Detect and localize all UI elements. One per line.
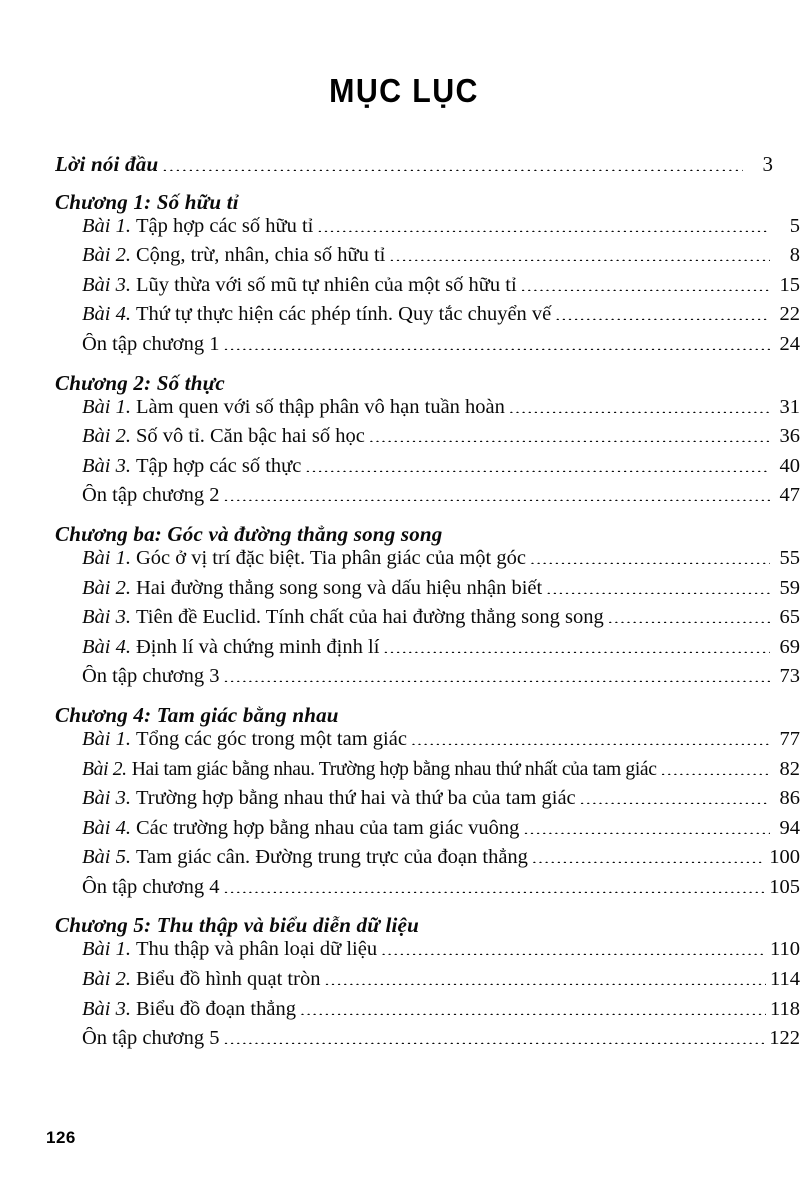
dot-leader	[305, 456, 770, 472]
toc-entry-number: Bài 1.	[82, 395, 131, 418]
toc-entry-number: Bài 3.	[82, 273, 131, 296]
toc-entry-row[interactable]	[55, 547, 800, 577]
dot-leader	[162, 155, 743, 171]
toc-page-number: 110	[770, 938, 800, 961]
toc-entry-row[interactable]	[55, 758, 800, 788]
toc-entry-title: Ôn tập chương 3	[82, 665, 220, 688]
toc-entry-title: Tiên đề Euclid. Tính chất của hai đường thẳng song song	[135, 606, 604, 629]
toc-entry-title: Hai tam giác bằng nhau. Trường hợp bằng nhau thứ nhất của tam giác	[131, 758, 657, 780]
toc-entry-row[interactable]	[55, 968, 800, 998]
toc-entry-number: Bài 1.	[82, 727, 131, 750]
toc-entry-title: Ôn tập chương 4	[82, 875, 220, 898]
toc-entry-number: Bài 4.	[82, 816, 131, 839]
toc-entry-row[interactable]	[55, 215, 800, 245]
page-folio-number: 126	[46, 1128, 76, 1147]
toc-page-number: 55	[779, 546, 800, 569]
dot-leader	[580, 788, 770, 804]
dot-leader	[300, 999, 766, 1015]
toc-page-number: 36	[779, 425, 800, 448]
toc-entry-number: Bài 2.	[82, 576, 131, 599]
toc-page-number: 114	[770, 968, 800, 991]
toc-page-number: 3	[762, 152, 773, 176]
toc-entry-title: Biểu đồ hình quạt tròn	[135, 968, 321, 991]
toc-entry-row[interactable]	[55, 846, 800, 876]
page-title: MỤC LỤC	[329, 72, 479, 109]
toc-entry-title: Hai đường thẳng song song và dấu hiệu nhận biết	[135, 576, 543, 599]
toc-entry-number: Bài 1.	[82, 214, 131, 237]
toc-entry-title: Lũy thừa với số mũ tự nhiên của một số hữu tỉ	[135, 273, 517, 296]
toc-entry-row[interactable]	[55, 665, 800, 695]
toc-entry-title: Trường hợp bằng nhau thứ hai và thứ ba của tam giác	[135, 787, 576, 810]
toc-entry-number: Bài 2.	[82, 244, 131, 267]
toc-page-number: 100	[769, 846, 800, 869]
dot-leader	[324, 969, 766, 985]
toc-list	[55, 152, 800, 1057]
toc-entry-row[interactable]	[55, 728, 800, 758]
dot-leader	[389, 245, 770, 261]
toc-chapter-heading: Chương 1: Số hữu tỉ	[55, 189, 239, 214]
toc-entry-title: Thu thập và phân loại dữ liệu	[135, 938, 378, 961]
dot-leader	[530, 548, 770, 564]
dot-leader	[532, 847, 765, 863]
toc-entry-number: Bài 2.	[82, 968, 131, 991]
toc-entry-row[interactable]	[55, 333, 800, 363]
toc-page-number: 31	[779, 395, 800, 418]
toc-page-number: 15	[779, 273, 800, 296]
dot-leader	[661, 759, 770, 775]
toc-entry-row[interactable]	[55, 1027, 800, 1057]
toc-entry-row[interactable]	[55, 998, 800, 1028]
toc-entry-number: Bài 4.	[82, 635, 131, 658]
toc-chapter-heading-row[interactable]	[55, 905, 773, 938]
dot-leader	[224, 666, 770, 682]
toc-page-number: 22	[779, 303, 800, 326]
toc-chapter-heading-row[interactable]	[55, 182, 773, 215]
toc-entry-row[interactable]	[55, 577, 800, 607]
toc-front-matter-row[interactable]	[55, 152, 773, 182]
toc-entry-title: Góc ở vị trí đặc biệt. Tia phân giác của một góc	[135, 546, 526, 569]
toc-entry-row[interactable]	[55, 787, 800, 817]
toc-entry-title: Thứ tự thực hiện các phép tính. Quy tắc chuyển vế	[135, 303, 552, 326]
toc-entry-number: Bài 4.	[82, 303, 131, 326]
toc-entry-title: Biểu đồ đoạn thẳng	[135, 997, 296, 1020]
toc-entry-title: Các trường hợp bằng nhau của tam giác vuông	[135, 816, 520, 839]
toc-page-number: 94	[779, 816, 800, 839]
toc-page-number: 77	[779, 727, 800, 750]
toc-entry-title: Số vô tỉ. Căn bậc hai số học	[135, 425, 365, 448]
dot-leader	[381, 939, 766, 955]
toc-entry-title: Ôn tập chương 1	[82, 332, 220, 355]
toc-entry-title: Định lí và chứng minh định lí	[135, 635, 380, 658]
toc-page-number: 82	[779, 757, 800, 780]
toc-entry-number: Bài 3.	[82, 454, 131, 477]
toc-chapter-heading: Chương 4: Tam giác bằng nhau	[55, 702, 339, 727]
toc-page-number: 24	[779, 332, 800, 355]
toc-page-number: 69	[779, 635, 800, 658]
toc-entry-number: Bài 5.	[82, 846, 131, 869]
toc-page-number: 5	[789, 214, 800, 237]
dot-leader	[224, 334, 770, 350]
toc-chapter-heading: Chương 2: Số thực	[55, 370, 225, 395]
toc-entry-row[interactable]	[55, 606, 800, 636]
dot-leader	[383, 637, 770, 653]
dot-leader	[523, 818, 770, 834]
toc-entry-row[interactable]	[55, 396, 800, 426]
toc-entry-row[interactable]	[55, 636, 800, 666]
dot-leader	[369, 426, 770, 442]
dot-leader	[509, 397, 770, 413]
toc-front-matter-label: Lời nói đầu	[55, 152, 159, 176]
toc-entry-number: Bài 3.	[82, 787, 131, 810]
toc-entry-number: Bài 3.	[82, 606, 131, 629]
toc-page-number: 8	[789, 244, 800, 267]
toc-entry-row[interactable]	[55, 484, 800, 514]
toc-entry-row[interactable]	[55, 817, 800, 847]
dot-leader	[608, 607, 770, 623]
toc-chapter-heading: Chương 5: Thu thập và biểu diễn dữ liệu	[55, 913, 419, 938]
toc-page-number: 40	[779, 454, 800, 477]
toc-entry-row[interactable]	[55, 938, 800, 968]
toc-entry-number: Bài 3.	[82, 997, 131, 1020]
toc-entry-title: Tam giác cân. Đường trung trực của đoạn thẳng	[135, 846, 528, 869]
toc-page-number: 65	[779, 606, 800, 629]
toc-chapter-heading: Chương ba: Góc và đường thẳng song song	[55, 521, 443, 546]
dot-leader	[317, 216, 770, 232]
toc-page-number: 86	[779, 787, 800, 810]
toc-entry-title: Tập hợp các số thực	[135, 454, 302, 477]
toc-page-number: 118	[770, 997, 800, 1020]
toc-entry-title: Ôn tập chương 5	[82, 1027, 220, 1050]
dot-leader	[555, 304, 770, 320]
toc-entry-number: Bài 1.	[82, 546, 131, 569]
toc-entry-title: Tập hợp các số hữu tỉ	[135, 214, 314, 237]
toc-entry-row[interactable]	[55, 425, 800, 455]
toc-entry-title: Ôn tập chương 2	[82, 484, 220, 507]
dot-leader	[224, 485, 770, 501]
toc-entry-number: Bài 1.	[82, 938, 131, 961]
dot-leader	[224, 877, 766, 893]
toc-entry-title: Làm quen với số thập phân vô hạn tuần hoàn	[135, 395, 505, 418]
dot-leader	[546, 578, 770, 594]
toc-entry-row[interactable]	[55, 274, 800, 304]
toc-chapter-heading-row[interactable]	[55, 695, 773, 728]
toc-entry-number: Bài 2.	[82, 425, 131, 448]
toc-entry-row[interactable]	[55, 455, 800, 485]
toc-page-number: 47	[779, 484, 800, 507]
toc-page-number: 59	[779, 576, 800, 599]
toc-entry-row[interactable]	[55, 244, 800, 274]
toc-chapter-heading-row[interactable]	[55, 363, 773, 396]
toc-chapter-heading-row[interactable]	[55, 514, 773, 547]
toc-entry-row[interactable]	[55, 303, 800, 333]
dot-leader	[411, 729, 770, 745]
toc-page-number: 73	[779, 665, 800, 688]
toc-entry-row[interactable]	[55, 876, 800, 906]
toc-page-number: 122	[769, 1027, 800, 1050]
toc-entry-title: Tổng các góc trong một tam giác	[135, 727, 407, 750]
toc-page-number: 105	[769, 875, 800, 898]
dot-leader	[224, 1028, 766, 1044]
dot-leader	[521, 275, 770, 291]
toc-entry-title: Cộng, trừ, nhân, chia số hữu tỉ	[135, 244, 386, 267]
toc-entry-number: Bài 2.	[82, 758, 127, 780]
